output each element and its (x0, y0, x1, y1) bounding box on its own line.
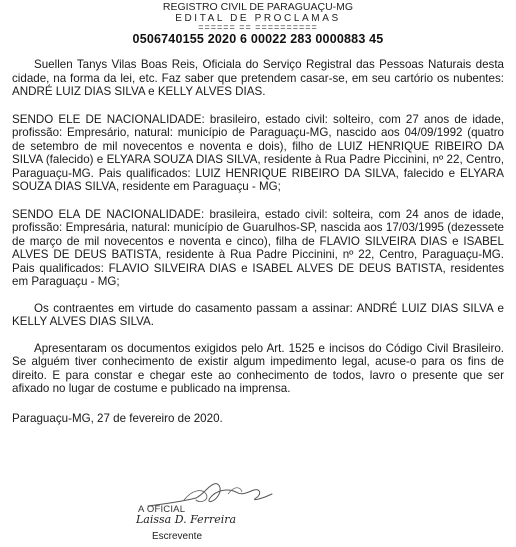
groom-paragraph: SENDO ELE DE NACIONALIDADE: brasileiro, estado civil: solteiro, com 27 anos de idade, profissão: Empresário, natural: município de Paraguaçu-MG, nascido aos 04/09/1992 (quatro de setembro de mil novecentos e noventa e dois), filho de LUIZ HENRIQUE RIBEIRO DA SILVA (falecido) e ELYARA SOUZA DIAS SILVA, residente à Rua Padre Piccinini, nº 22, Centro, Paraguaçu-MG. Pais qualificados: LUIZ HENRIQUE RIBEIRO DA SILVA, falecido e ELYARA SOUZA DIAS SILVA, residente em Paraguaçu - MG; (12, 112, 504, 193)
names-paragraph: Os contraentes em virtude do casamento passam a assinar: ANDRÉ LUIZ DIAS SILVA e KELLY ALVES DIAS SILVA. (12, 301, 504, 328)
signature-name: Laissa D. Ferreira (136, 513, 237, 526)
edital-title: EDITAL DE PROCLAMAS (175, 13, 341, 24)
registry-title: REGISTRO CIVIL DE PARAGUAÇU-MG (162, 1, 354, 13)
bride-paragraph: SENDO ELA DE NACIONALIDADE: brasileira, estado civil: solteira, com 24 anos de idade, profissão: Empresária, natural: município de Guarulhos-SP, nascida aos 17/03/1995 (dezessete de março de mil novecentos e noventa e cinco), filha de FLAVIO SILVEIRA DIAS e ISABEL ALVES DE DEUS BATISTA, residente à Rua Padre Piccinini, nº 22, Centro, Paraguaçu-MG. Pais qualificados: FLAVIO SILVEIRA DIAS e ISABEL ALVES DE DEUS BATISTA, residentes em Paraguaçu - MG; (12, 207, 504, 288)
intro-paragraph: Suellen Tanys Vilas Boas Reis, Oficiala do Serviço Registral das Pessoas Naturais desta cidade, na forma da lei, etc. Faz saber que pretendem casar-se, em seu cartório os nubentes: ANDRÉ LUIZ DIAS SILVA e KELLY ALVES DIAS. (12, 58, 504, 98)
registry-code: 0506740155 2020 6 00022 283 0000883 45 (132, 32, 384, 46)
date-line: Paraguaçu-MG, 27 de fevereiro de 2020. (12, 411, 223, 425)
signature-role: A OFICIAL (138, 504, 186, 515)
signature-block (134, 480, 334, 546)
title-underline: ====== == ========== (198, 24, 318, 31)
signature-title: Escrevente (152, 531, 203, 542)
legal-paragraph: Apresentaram os documentos exigidos pelo Art. 1525 e incisos do Código Civil Brasileiro. Se alguém tiver conhecimento de existir algum impedimento legal, acuse-o para os fins de direito. E para constar e chegar este ao conhecimento de todos, lavro o presente que ser afixado no lugar de costume e publicado na imprensa. (12, 341, 504, 395)
